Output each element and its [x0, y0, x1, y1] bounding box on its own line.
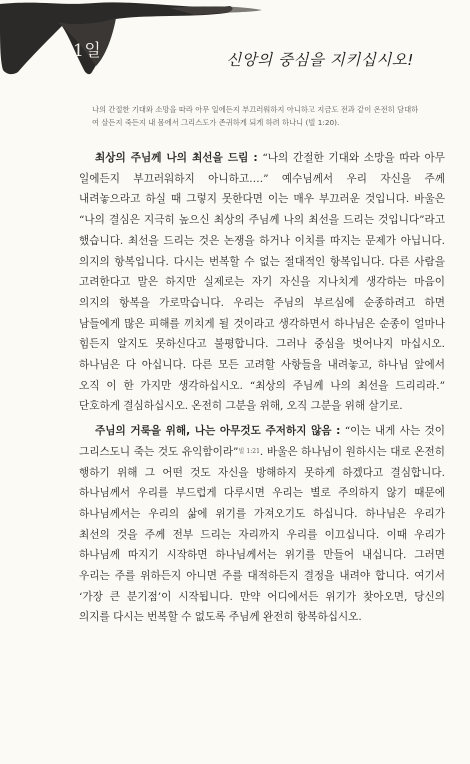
body-text — [79, 148, 445, 628]
paragraph — [79, 148, 445, 417]
paragraph — [79, 421, 445, 628]
paragraph-text: “이는 내게 사는 것이 그리스도니 죽는 것도 유익함이라” — [79, 425, 445, 458]
epigraph-verse: 나의 간절한 기대와 소망을 따라 아무 일에든지 부끄러워하지 아니하고 지금도 전과 같이 온전히 담대하여 살든지 죽든지 내 몸에서 그리스도가 존귀하게 되게 하려 하나니 (빌 1:20). — [92, 105, 419, 127]
paragraph-lead: 주님의 거룩을 위해, 나는 아무것도 주저하지 않음 : — [95, 425, 341, 438]
day-label: 1일 — [73, 41, 102, 61]
paragraph-lead: 최상의 주님께 나의 최선을 드림 : — [95, 152, 258, 164]
page-title: 신앙의 중심을 지키십시오! — [226, 51, 414, 69]
paragraph-text: “나의 간절한 기대와 소망을 따라 아무 일에든지 부끄러워하지 아니하고….” 예수님께서 우리 자신을 주께 내려놓으라고 하실 때 그렇지 못한다면 이는 매우 부끄러운 것입니다. 바울은 “나의 결심은 지극히 높으신 최상의 주님께 나의 최선을 드리는 것입니다”라고 했습니다. 최선을 드리는 것은 논쟁을 하거나 이치를 따지는 문제가 아닙니다. 의지의 항복입니다. 다시는 번복할 수 없는 절대적인 항복입니다. 다른 사람을 고려한다고 말은 하지만 실제로는 자기 자신을 지나치게 생각하는 마음이 의지의 항복을 가로막습니다. 우리는 주님의 부르심에 순종하려고 하면 남들에게 많은 피해를 끼치게 될 것이라고 생각하면서 하나님은 순종이 얼마나 힘든지 알지도 못하신다고 불평합니다. 그러나 중심을 벗어나지 마십시오. 하나님은 다 아십니다. 다른 모든 고려할 사항들을 내려놓고, 하나님 앞에서 오직 이 한 가지만 생각하십시오. “최상의 주님께 나의 최선을 드리리라.” 단호하게 결심하십시오. 온전히 그분을 위해, 오직 그분을 위해 살기로. — [79, 152, 445, 413]
scripture-reference: 빌 1:21 — [238, 447, 260, 455]
paragraph-text-continued: . 바울은 하나님이 원하시는 대로 온전히 행하기 위해 그 어떤 것도 자신을 방해하지 못하게 하겠다고 결심합니다. 하나님께서 우리를 부드럽게 다루시면 우리는 별로 주의하지 않기 때문에 하나님께서는 우리의 삶에 위기를 가져오기도 하십니다. 하나님은 우리가 최선의 것을 주께 전부 드리는 자리까지 우리를 이끄십니다. 이때 우리가 하나님께 따지기 시작하면 하나님께서는 위기를 만들어 내십니다. 그러면 우리는 주를 위하든지 아니면 주를 대적하든지 결정을 내려야 합니다. 여기서 ‘가장 큰 분기점’이 시작됩니다. 만약 어디에서든 위기가 찾아오면, 당신의 의지를 다시는 번복할 수 없도록 주님께 완전히 항복하십시오. — [79, 445, 445, 624]
